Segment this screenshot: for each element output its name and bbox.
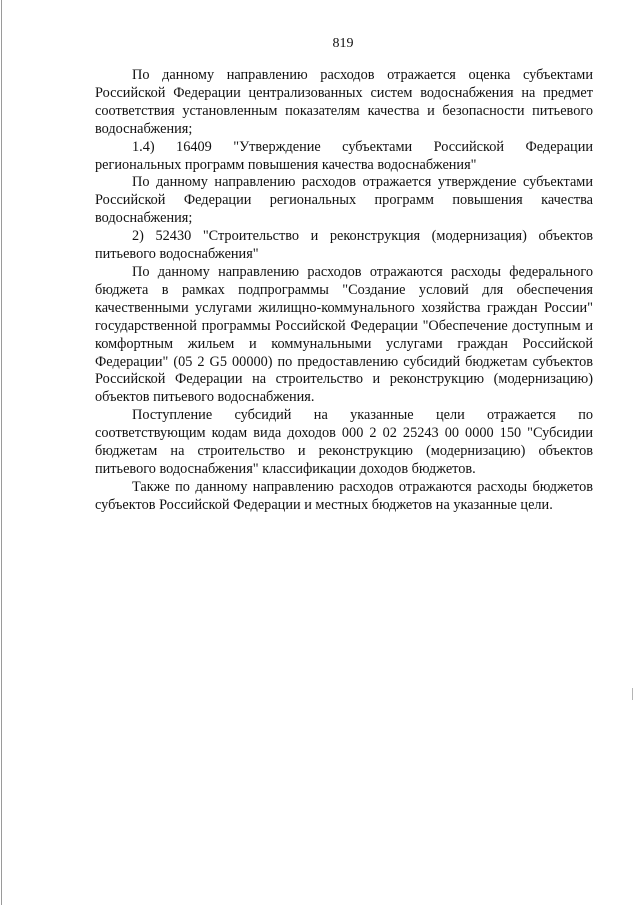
paragraph-6: Поступление субсидий на указанные цели отражается по соответствующим кодам вида доходов 000 2 02 25243 00 0000 150 "Субсидии бюджетам на строительство и реконструкцию (модернизацию) объектов питьевого водоснабжения" классификации доходов бюджетов. [95, 407, 593, 477]
paragraph-4: 2) 52430 "Строительство и реконструкция (модернизация) объектов питьевого водоснабжения" [95, 228, 593, 263]
paragraph-7: Также по данному направлению расходов отражаются расходы бюджетов субъектов Российской Федерации и местных бюджетов на указанные цели. [95, 478, 593, 513]
page-number: 819 [332, 36, 354, 51]
document-body [95, 67, 593, 515]
scan-left-edge [1, 0, 2, 905]
paragraph-1: По данному направлению расходов отражается оценка субъектами Российской Федерации централизованных систем водоснабжения на предмет соответствия установленным показателям качества и безопасности питьевого водоснабжения; [95, 67, 593, 137]
scan-right-mark [632, 688, 633, 700]
paragraph-2: 1.4) 16409 "Утверждение субъектами Российской Федерации региональных программ повышения качества водоснабжения" [95, 138, 593, 173]
paragraph-3: По данному направлению расходов отражается утверждение субъектами Российской Федерации региональных программ повышения качества водоснабжения; [95, 174, 593, 227]
paragraph-5: По данному направлению расходов отражаются расходы федерального бюджета в рамках подпрограммы "Создание условий для обеспечения качественными услугами жилищно-коммунального хозяйства граждан России" государственной программы Российской Федерации "Обеспечение доступным и комфортным жильем и коммунальными услугами граждан Российской Федерации" (05 2 G5 00000) по предоставлению субсидий бюджетам субъектов Российской Федерации на строительство и реконструкцию (модернизацию) объектов питьевого водоснабжения. [95, 263, 593, 406]
